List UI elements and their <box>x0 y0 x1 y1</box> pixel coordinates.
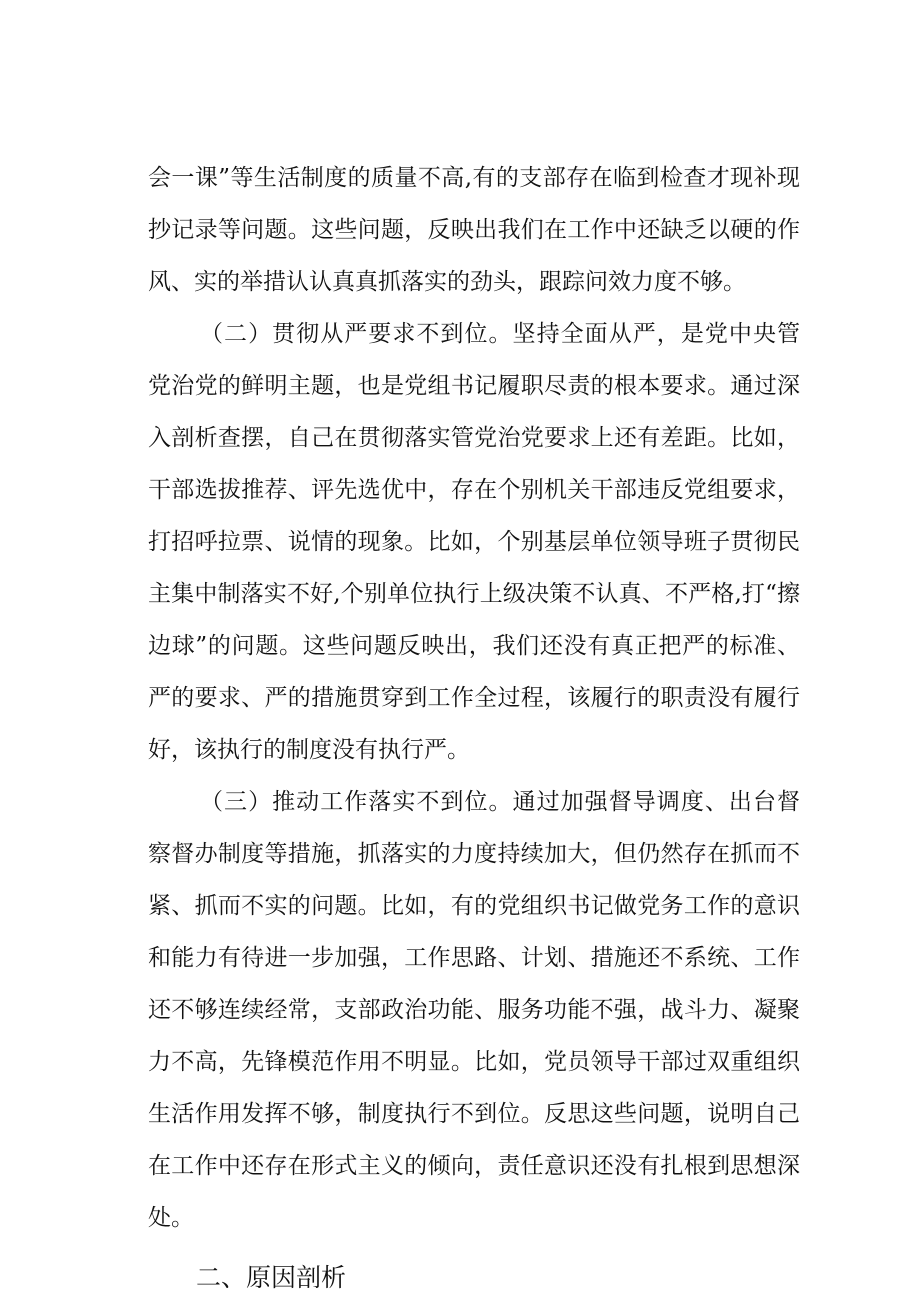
text-line: 边球”的问题。这些问题反映出，我们还没有真正把严的标准、 <box>148 633 800 659</box>
text-line: 好，该执行的制度没有执行严。 <box>148 737 470 763</box>
text-line: 和能力有待进一步加强，工作思路、计划、措施还不系统、工作 <box>148 945 800 971</box>
text-line: 处。 <box>148 1205 194 1231</box>
text-line: 力不高，先锋模范作用不明显。比如，党员领导干部过双重组织 <box>148 1049 800 1075</box>
text-line: 会一课”等生活制度的质量不高,有的支部存在临到检查才现补现 <box>148 165 800 191</box>
paragraph-work-implementation <box>148 776 800 1244</box>
text-line: 察督办制度等措施，抓落实的力度持续加大，但仍然存在抓而不 <box>148 841 800 867</box>
text-line: 紧、抓而不实的问题。比如，有的党组织书记做党务工作的意识 <box>148 893 800 919</box>
document-body <box>148 152 800 1304</box>
paragraph-strict-requirements <box>148 308 800 776</box>
text-line: 风、实的举措认认真真抓落实的劲头，跟踪问效力度不够。 <box>148 269 746 295</box>
text-line: 干部选拔推荐、评先选优中，存在个别机关干部违反党组要求， <box>148 477 800 503</box>
text-line: 生活作用发挥不够，制度执行不到位。反思这些问题，说明自己 <box>148 1101 800 1127</box>
text-line: 在工作中还存在形式主义的倾向，责任意识还没有扎根到思想深 <box>148 1153 800 1179</box>
text-line: 抄记录等问题。这些问题，反映出我们在工作中还缺乏以硬的作 <box>148 217 800 243</box>
text-line: 入剖析查摆，自己在贯彻落实管党治党要求上还有差距。比如， <box>148 425 800 451</box>
text-line: 严的要求、严的措施贯穿到工作全过程，该履行的职责没有履行 <box>148 685 800 711</box>
text-line: （二）贯彻从严要求不到位。坚持全面从严，是党中央管 <box>200 321 800 347</box>
section-heading: 二、原因剖析 <box>196 1263 347 1292</box>
text-line: 党治党的鲜明主题，也是党组书记履职尽责的根本要求。通过深 <box>148 373 800 399</box>
paragraph-continuation <box>148 152 800 308</box>
text-line: （三）推动工作落实不到位。通过加强督导调度、出台督 <box>200 789 800 815</box>
text-line: 打招呼拉票、说情的现象。比如，个别基层单位领导班子贯彻民 <box>148 529 800 555</box>
text-line: 主集中制落实不好,个别单位执行上级决策不认真、不严格,打“擦 <box>148 581 800 607</box>
text-line: 还不够连续经常，支部政治功能、服务功能不强，战斗力、凝聚 <box>148 997 800 1023</box>
